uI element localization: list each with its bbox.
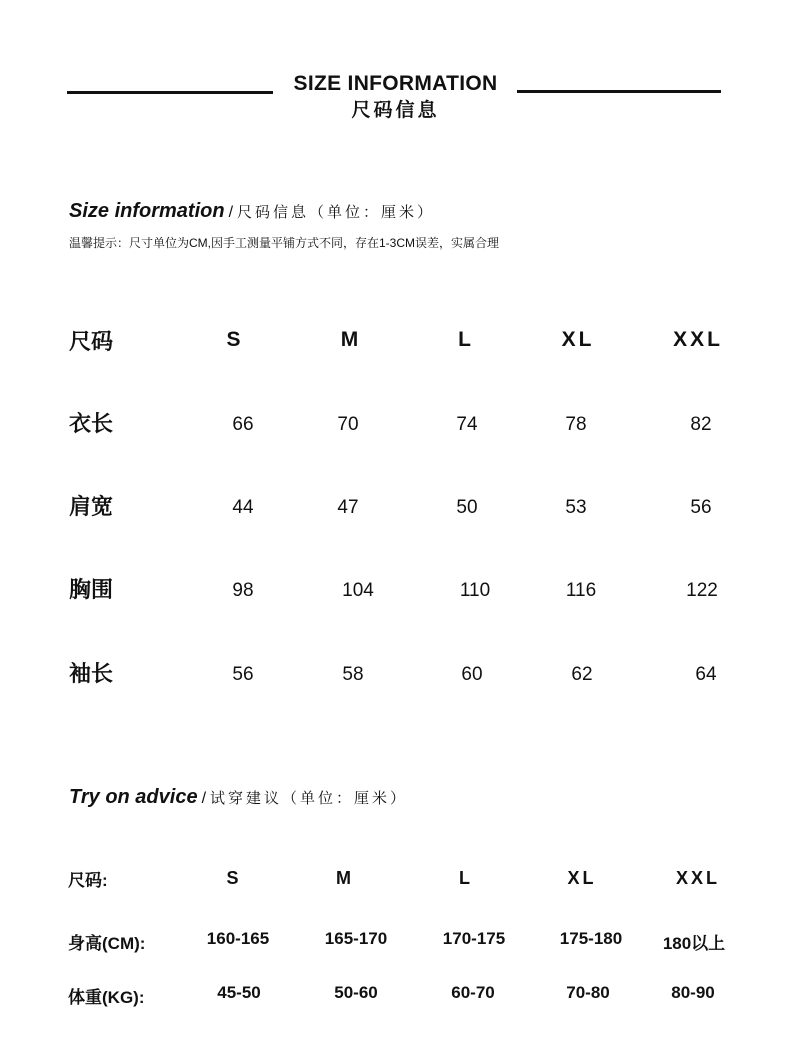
advice-section-heading <box>69 786 408 809</box>
value-cell: 104 <box>342 580 374 601</box>
value-cell: 53 <box>565 497 587 518</box>
value-cell: 70-80 <box>566 983 610 1002</box>
value-cell: 47 <box>337 497 359 518</box>
value-cell: 170-175 <box>442 929 506 948</box>
row-label-weight: 体重(KG): <box>68 988 145 1007</box>
value-cell: 78 <box>565 414 587 435</box>
size-col-xxl: XXL <box>673 328 723 351</box>
value-cell: 98 <box>232 580 254 601</box>
size-col-m: M <box>340 328 362 351</box>
value-cell: 80-90 <box>671 983 715 1002</box>
advice-col-m: M <box>336 868 354 888</box>
size-col-xl: XL <box>561 328 595 351</box>
value-cell: 60-70 <box>451 983 495 1002</box>
value-cell: 175-180 <box>559 929 623 948</box>
value-cell: 122 <box>686 580 718 601</box>
row-label-chest: 胸围 <box>69 577 114 602</box>
value-cell: 70 <box>337 414 359 435</box>
size-col-s: S <box>226 328 244 351</box>
heading-separator: / <box>201 790 207 807</box>
size-heading-en: Size information <box>69 200 225 222</box>
value-cell: 66 <box>232 414 254 435</box>
row-label-shoulder: 肩宽 <box>69 494 114 519</box>
value-cell: 50-60 <box>334 983 378 1002</box>
page-title: SIZE INFORMATION <box>293 72 498 95</box>
advice-col-xxl: XXL <box>675 868 720 888</box>
value-cell: 50 <box>456 497 478 518</box>
value-cell: 45-50 <box>217 983 261 1002</box>
value-cell: 160-165 <box>206 929 270 948</box>
value-cell: 60 <box>461 664 483 685</box>
size-section-heading <box>69 200 435 223</box>
advice-size-label: 尺码: <box>68 871 108 890</box>
value-cell: 58 <box>342 664 364 685</box>
value-cell: 116 <box>565 580 597 601</box>
advice-col-l: L <box>459 868 473 888</box>
value-cell: 180以上 <box>662 934 726 953</box>
page-subtitle: 尺码信息 <box>351 100 440 121</box>
row-label-sleeve: 袖长 <box>69 661 114 686</box>
size-col-l: L <box>458 328 474 351</box>
value-cell: 56 <box>232 664 254 685</box>
advice-heading-en: Try on advice <box>69 786 198 808</box>
value-cell: 110 <box>459 580 491 601</box>
size-label: 尺码 <box>69 329 114 354</box>
value-cell: 82 <box>690 414 712 435</box>
advice-heading-cn: 试穿建议（单位：厘米） <box>210 790 409 807</box>
value-cell: 74 <box>456 414 478 435</box>
advice-col-xl: XL <box>567 868 597 888</box>
measurement-note: 温馨提示：尺寸单位为CM,因手工测量平铺方式不同，存在1-3CM误差，实属合理 <box>69 236 500 250</box>
value-cell: 44 <box>232 497 254 518</box>
value-cell: 64 <box>695 664 717 685</box>
value-cell: 165-170 <box>324 929 388 948</box>
value-cell: 56 <box>690 497 712 518</box>
row-label-length: 衣长 <box>69 411 114 436</box>
size-heading-cn: 尺码信息（单位：厘米） <box>237 204 436 221</box>
advice-col-s: S <box>226 868 242 888</box>
value-cell: 62 <box>571 664 593 685</box>
row-label-height: 身高(CM): <box>68 934 146 953</box>
heading-separator: / <box>228 204 234 221</box>
